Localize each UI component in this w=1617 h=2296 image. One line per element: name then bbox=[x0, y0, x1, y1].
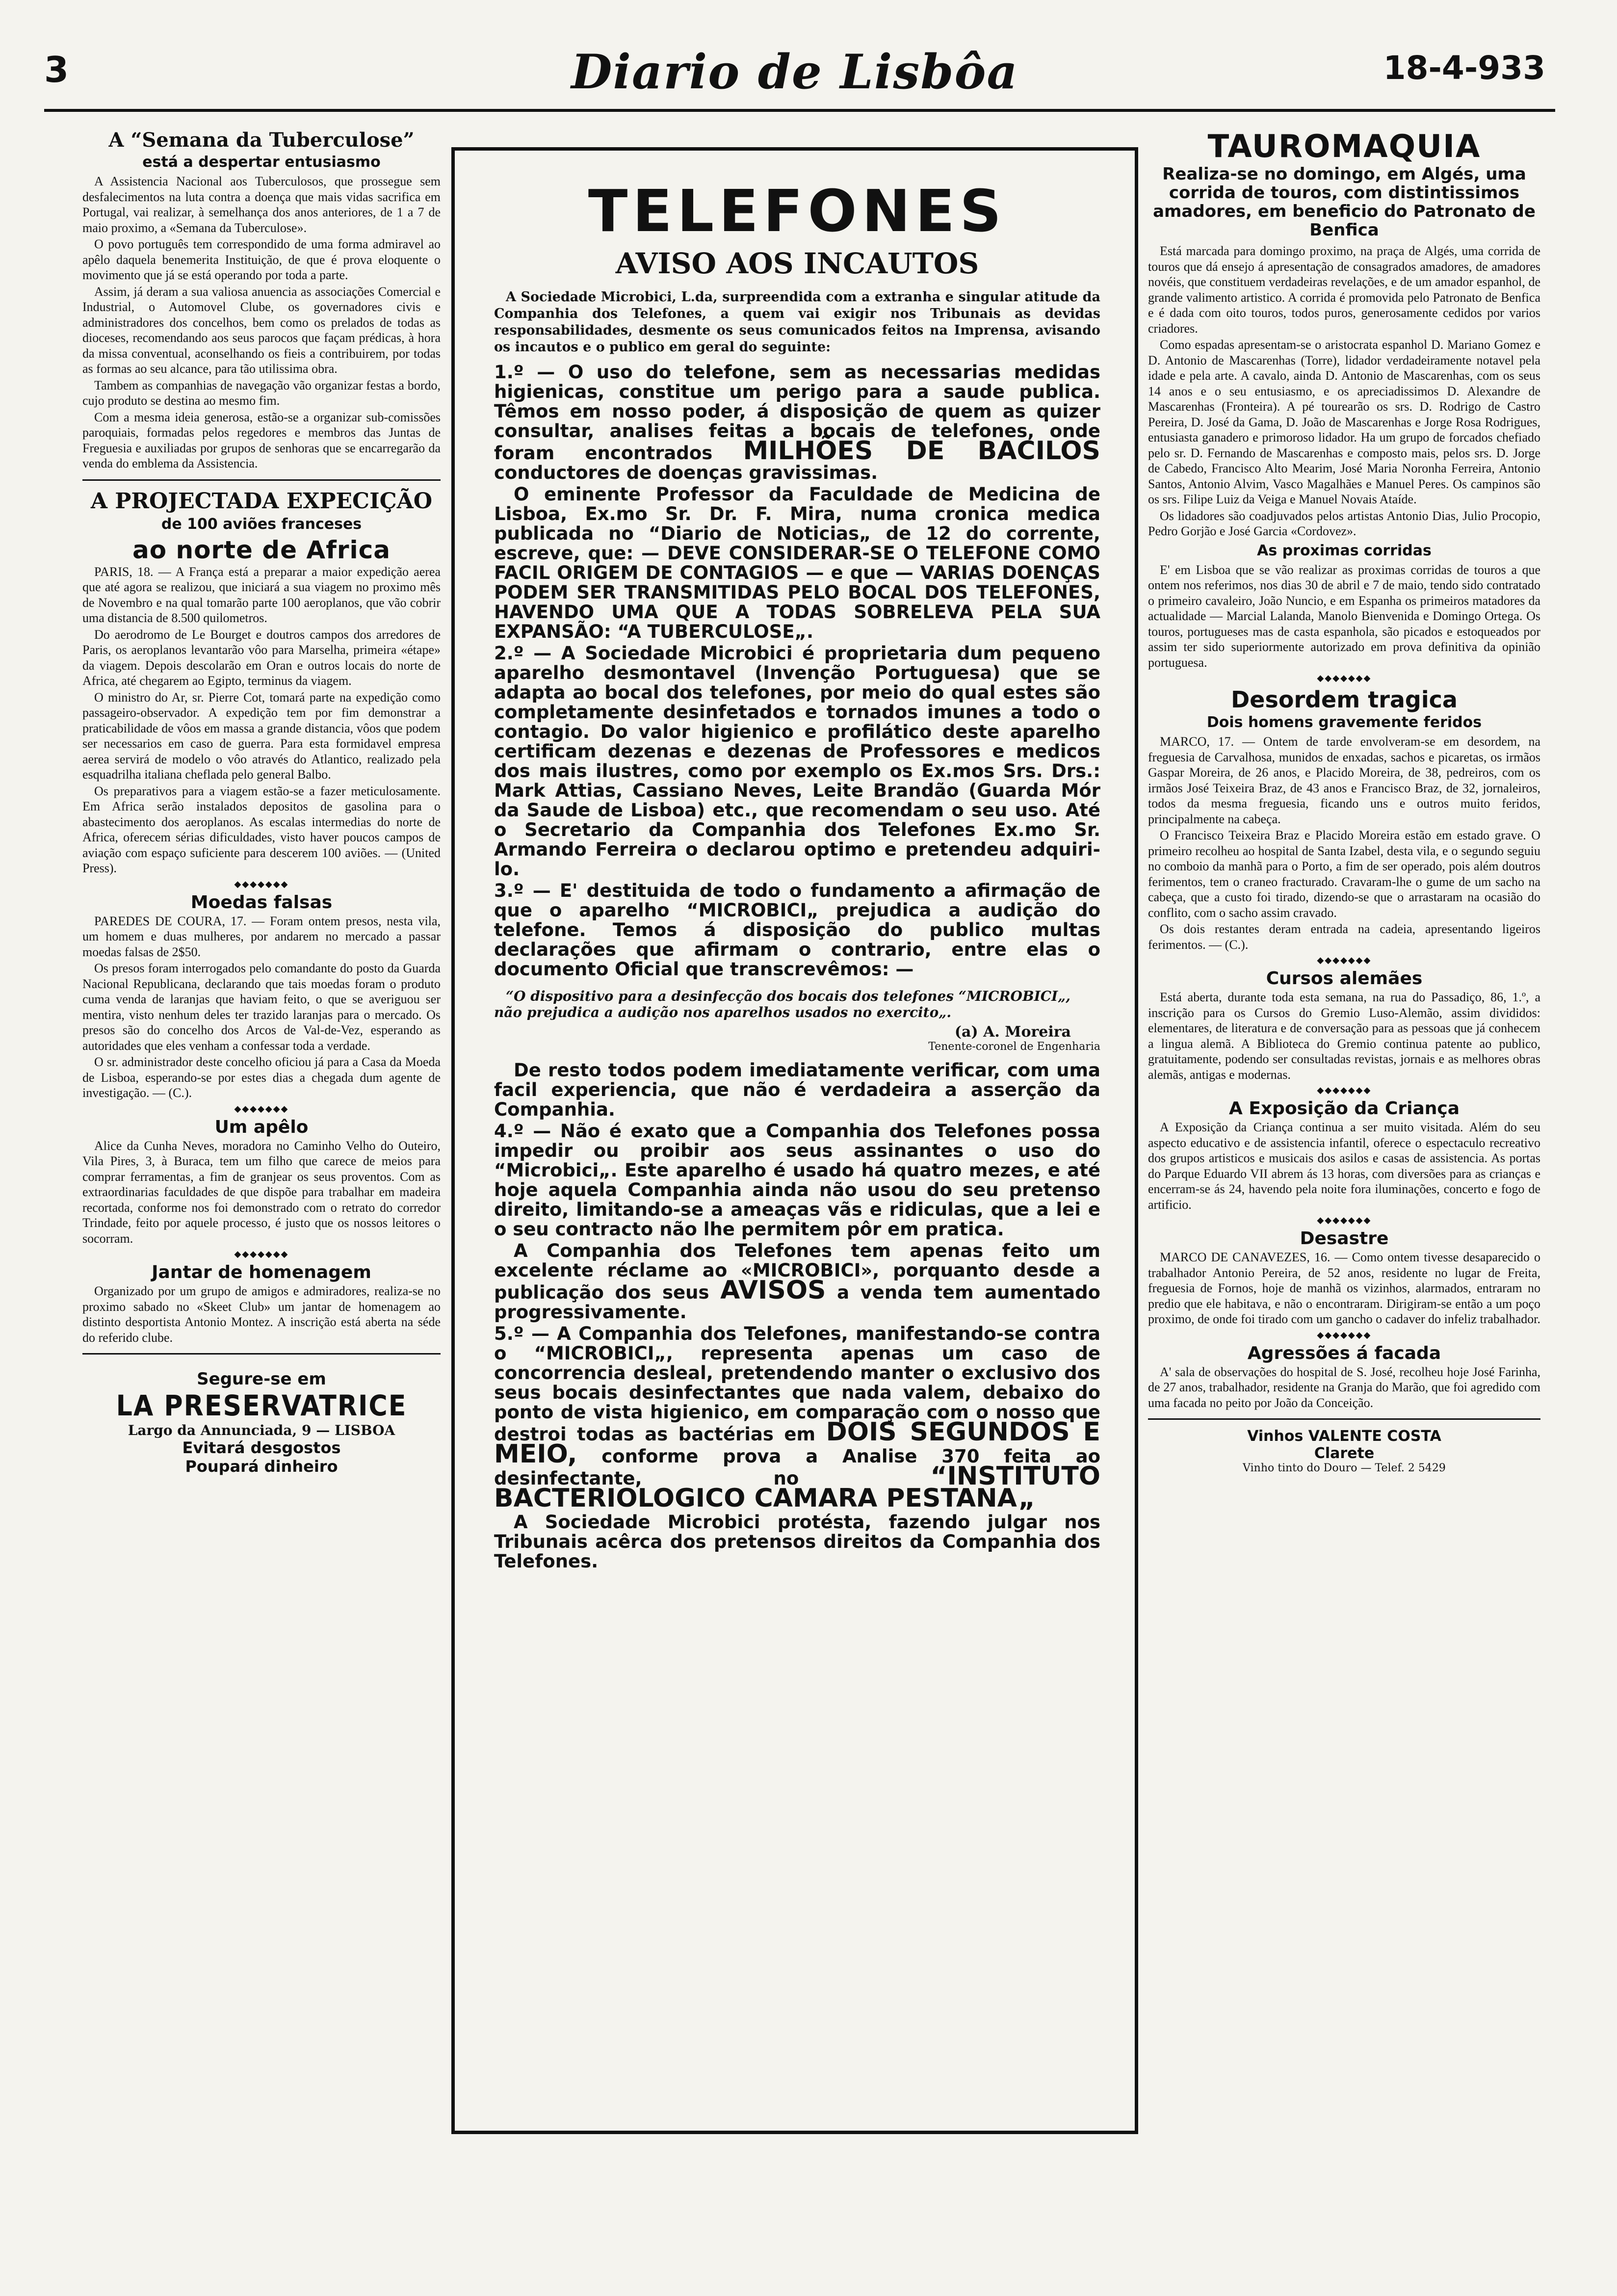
paragraph: O povo português tem correspondido de uma forma admiravel ao apêlo daquela benemerita Instituição, de que é prova eloquente o movimento que já se está operando por toda a parte. bbox=[82, 237, 441, 282]
paragraph: Os dois restantes deram entrada na cadeia, apresentando ligeiros ferimentos. — (C.). bbox=[1148, 922, 1540, 952]
paragraph: Como espadas apresentam-se o aristocrata espanhol D. Mariano Gomez e D. Antonio de Mascarenhas (Torre), lidador verdadeiramente notavel pela idade e pela arte. A cavalo, ainda D. Antonio de Mascarenhas, com os seus 14 anos e o seu entusiasmo, e os apreciadissimos D. Alexandre de Mascarenhas (Fronteira). A pé tourearão os srs. D. Rodrigo de Castro Pereira, D. José da Gama, D. João de Mascarenhas e Jorge Rosa Rodrigues, entusiasta ganadero e primoroso lidador. Ha um grupo de forcados chefiado pelo sr. D. Fernando de Mascarenhas e composto mais, pelos srs. D. Jorge de Cabedo, Francisco Alto Mearim, José Maria Noronha Ferreira, Antonio Santos, Antonio Alvim, Vasco Magalhães e Manuel Peres. Os campinos são os srs. Filipe Luiz da Veiga e Manuel Novais Ataíde. bbox=[1148, 338, 1540, 506]
paragraph: O sr. administrador deste concelho oficiou já para a Casa da Moeda de Lisboa, esperando-se por estes dias a chegada dum agente de investigação. — (C.). bbox=[82, 1055, 441, 1100]
paragraph: A' sala de observações do hospital de S. José, recolheu hoje José Farinha, de 27 anos, trabalhador, residente na Granja do Marão, que foi agredido com uma facada no peito por João da Conceição. bbox=[1148, 1364, 1540, 1410]
ad-emphasis: MILHÕES DE BACILOS bbox=[743, 436, 1100, 466]
telefones-advertisement bbox=[451, 147, 1138, 2134]
article-title: A Exposição da Criança bbox=[1228, 1098, 1460, 1119]
ad-text: a venda tem aumentado progressivamente. bbox=[494, 1282, 1101, 1323]
ad-paragraph bbox=[494, 363, 1100, 483]
article-tauromaquia bbox=[1148, 129, 1540, 539]
ad-line: Vinho tinto do Douro — Telef. 2 5429 bbox=[1243, 1462, 1446, 1474]
article-title: Agressões á facada bbox=[1247, 1343, 1441, 1363]
left-column bbox=[82, 129, 441, 2149]
article-title: A PROJECTADA EXPECIÇÃO bbox=[90, 488, 433, 514]
ad-paragraph: 4.º — Não é exato que a Companhia dos Telefones possa impedir ou proibir aos seus assinantes o uso do “Microbici„. Este aparelho é usado há quatro mezes, e até hoje aquela Companhia ainda não usou do seu pretenso direito, limitando-se a ameaças vãs e ridiculas, que a lei e o seu contracto não lhe permitem pôr em pratica. bbox=[494, 1121, 1100, 1240]
article-subtitle-large: ao norte de Africa bbox=[132, 535, 391, 564]
paragraph: Organizado por um grupo de amigos e admiradores, realiza-se no proximo sabado no «Skeet Club» um jantar de homenagem ao distinto desportista Antonio Montez. A inscrição está aberta na séde do referido clube. bbox=[82, 1284, 441, 1345]
article-jantar bbox=[82, 1262, 441, 1345]
article-exposicao bbox=[1148, 1098, 1540, 1212]
ad-text: 5.º — A Companhia dos Telefones, manifestando-se contra o “MICROBICI„, representa apenas um caso de concorrencia desleal, pretendendo manter o exclusivo dos seus bocais desinfectantes que nada valem, debaixo do ponto de vista higienico, em comparação com o nosso que destroi todas as bactérias em bbox=[494, 1323, 1100, 1445]
article-title: Moedas falsas bbox=[190, 892, 333, 913]
article-title: As proximas corridas bbox=[1257, 542, 1432, 559]
ad-brand: LA PRESERVATRICE bbox=[116, 1389, 407, 1422]
ad-address: Largo da Annunciada, 9 — LISBOA bbox=[128, 1422, 395, 1438]
ad-line: Poupará dinheiro bbox=[185, 1457, 338, 1476]
issue-date: 18-4-933 bbox=[1383, 49, 1545, 87]
ad-text: A Companhia dos Telefones tem apenas feito um excelente réclame ao «MICROBICI», porquanto desde a publicação dos seus bbox=[494, 1240, 1100, 1303]
ad-paragraph: De resto todos podem imediatamente verificar, com uma facil experiencia, que não é verdadeira a asserção da Companhia. bbox=[494, 1060, 1100, 1120]
ad-text: conforme prova a Analise 370 feita ao desinfectante, no bbox=[494, 1446, 1100, 1489]
ornament-divider: ◆◆◆◆◆◆◆ bbox=[1317, 1085, 1372, 1096]
right-column bbox=[1148, 129, 1540, 2149]
ad-line: Segure-se em bbox=[197, 1369, 326, 1389]
paragraph: PAREDES DE COURA, 17. — Foram ontem presos, nesta vila, um homem e duas mulheres, por andarem no mercado a passar moedas falsas de 2$50. bbox=[82, 913, 441, 959]
ad-paragraph bbox=[494, 1241, 1100, 1322]
article-desastre bbox=[1148, 1228, 1540, 1327]
advertisement-valente-costa bbox=[1148, 1428, 1540, 1474]
article-apelo bbox=[82, 1117, 441, 1247]
paragraph: A Assistencia Nacional aos Tuberculosos, que prossegue sem desfalecimentos na luta contra a doença que mais vidas sacrifica em Portugal, vai realizar, à semelhança dos anos anteriores, de 1 a 7 de maio proximo, a «Semana da Tuberculose». bbox=[82, 174, 441, 235]
article-subtitle: Dois homens gravemente feridos bbox=[1206, 714, 1482, 731]
ornament-divider: ◆◆◆◆◆◆◆ bbox=[1317, 1330, 1372, 1340]
paragraph: MARCO, 17. — Ontem de tarde envolveram-se em desordem, na freguesia de Carvalhosa, munidos de enxadas, sachos e picaretas, os irmãos Gaspar Moreira, de 26 anos, e Placido Moreira, de 38, pedreiros, com os irmãos José Teixeira Braz, de 43 anos e Francisco Braz, de 32, jornaleiros, todos da mesma freguesia, ficando uns e outros muito feridos, principalmente na cabeça. bbox=[1148, 734, 1540, 826]
paragraph: O Francisco Teixeira Braz e Placido Moreira estão em estado grave. O primeiro recolheu ao hospital de Santa Izabel, desta vila, e o segundo seguiu no comboio da manhã para o Porto, a fim de ser operado, pois além doutros ferimentos, tem o craneo fracturado. Cravaram-lhe o gume de um sacho na cabeça, que a custo foi tirado, dizendo-se que o arrastaram na ocasião do conflito, com o sacho assim cravado. bbox=[1148, 828, 1540, 920]
article-title: Cursos alemães bbox=[1266, 968, 1423, 989]
ad-title: TELEFONES bbox=[588, 177, 1007, 245]
article-desordem bbox=[1148, 686, 1540, 952]
paragraph: Está aberta, durante toda esta semana, na rua do Passadiço, 86, 1.º, a inscrição para os Cursos do Gremio Luso-Alemão, assim divididos: elementares, de literatura e de conversação para as pessoas que já conhecem a lingua alemã. A Biblioteca do Gremio continua patente ao publico, gratuitamente, podendo ser consultadas revistas, jornais e as melhores obras alemãs, antigas e modernas. bbox=[1148, 990, 1540, 1082]
paragraph: Está marcada para domingo proximo, na praça de Algés, uma corrida de touros que dá ensejo á apresentação de consagrados amadores, de amadores novéis, que constituem verdadeiras revelações, e de um amador espanhol, de grande valimento artistico. A corrida é promovida pelo Patronato de Benfica e é dada com oito touros, todos puros, generosamente cedidos por varios criadores. bbox=[1148, 244, 1540, 336]
paragraph: Os lidadores são coadjuvados pelos artistas Antonio Dias, Julio Procopio, Pedro Gorjão e José Garcia «Cordovez». bbox=[1148, 508, 1540, 538]
article-title: A “Semana da Tuberculose” bbox=[108, 129, 415, 152]
ad-line: Evitará desgostos bbox=[182, 1438, 341, 1457]
page-number: 3 bbox=[44, 49, 69, 90]
ad-line: Clarete bbox=[1314, 1445, 1375, 1462]
paragraph: Tambem as companhias de navegação vão organizar festas a bordo, cujo produto se destina ao mesmo fim. bbox=[82, 378, 441, 408]
ad-paragraph: 3.º — E' destituida de todo o fundamento a afirmação de que o aparelho “MICROBICI„ prejudica a audição do telefone. Temos á disposição do publico multas declarações que afirmam o contrario, entre elas o documento Oficial que transcrevêmos: — bbox=[494, 880, 1100, 980]
paragraph: PARIS, 18. — A França está a preparar a maior expedição aerea que até agora se realizou, que iniciará a sua viagem no proximo mês de Novembro e na qual tomarão parte 100 aeroplanos, que vão cobrir uma distancia de 8.500 quilometros. bbox=[82, 564, 441, 625]
article-title: Um apêlo bbox=[214, 1117, 309, 1137]
ornament-divider: ◆◆◆◆◆◆◆ bbox=[234, 1249, 289, 1259]
article-expedicao bbox=[82, 489, 441, 876]
ad-paragraph: 2.º — A Sociedade Microbici é proprietaria dum pequeno aparelho desmontavel (Invenção Portuguesa) que se adapta ao bocal dos telefones, por meio do qual estes são completamente desinfetados e tornados imunes a todo o contagio. Do valor higienico e profilático deste aparelho certificam dezenas e dezenas de Professores e medicos dos mais ilustres, como por exemplo os Ex.mos Srs. Drs.: Mark Attias, Cassiano Neves, Leite Brandão (Guarda Mór da Saude de Lisboa) etc., que recomendam o seu uso. Até o Secretario da Companhia dos Telefones Ex.mo Sr. Armando Ferreira o declarou optimo e pretendeu adquiri-lo. bbox=[494, 643, 1100, 880]
divider bbox=[82, 479, 441, 481]
article-title: Desordem tragica bbox=[1231, 686, 1458, 713]
ad-paragraph bbox=[494, 1324, 1100, 1511]
article-cursos bbox=[1148, 968, 1540, 1082]
article-title: Desastre bbox=[1300, 1228, 1389, 1249]
article-title: Jantar de homenagem bbox=[152, 1262, 371, 1282]
paragraph: Alice da Cunha Neves, moradora no Caminho Velho do Outeiro, Vila Pires, 3, à Buraca, tem um filho que carece de meios para comprar ferramentas, a fim de granjear os seus proventos. Com as extraordinarias faculdades de que dispõe para trabalhar em madeira recortada, conforme nos foi demonstrado com o retrato do corredor Trindade, feito por aquele processo, é justo que os nossos leitores o socorram. bbox=[82, 1138, 441, 1246]
paragraph: Assim, já deram a sua valiosa anuencia as associações Comercial e Industrial, o Automovel Clube, os governadores civis e administradores dos concelhos, bem como os prelados de todas as dioceses, recomendando aos seus parocos que façam prédicas, à hora da missa conventual, aconselhando os fieis a contribuirem, por todas as formas ao seu alcance, para tão utilissima obra. bbox=[82, 284, 441, 376]
paragraph: Com a mesma ideia generosa, estão-se a organizar sub-comissões paroquiais, formadas pelos regedores e membros das Juntas de Freguesia e auxiliadas por grupos de senhoras que se encarregarão da venda do emblema da Assistencia. bbox=[82, 410, 441, 470]
ornament-divider: ◆◆◆◆◆◆◆ bbox=[234, 879, 289, 889]
paragraph: Os preparativos para a viagem estão-se a fazer meticulosamente. Em Africa serão instalados depositos de gasolina para o abastecimento dos aeroplanos. As escalas intermedias do norte de Africa, oferecem sérias dificuldades, visto haver poucos campos de aviação com espaço suficiente para descerem 100 aviões. — (United Press). bbox=[82, 783, 441, 875]
ornament-divider: ◆◆◆◆◆◆◆ bbox=[234, 1103, 289, 1114]
article-tuberculose bbox=[82, 129, 441, 471]
ad-signature-rank: Tenente-coronel de Engenharia bbox=[928, 1041, 1100, 1053]
ad-emphasis: AVISOS bbox=[720, 1276, 826, 1305]
ad-intro: A Sociedade Microbici, L.da, surpreendida com a extranha e singular atitude da Companhia dos Telefones, a quem vai exigir nos Tribunais as devidas responsabilidades, desmente os seus comunicados feitos na Imprensa, avisando os incautos e o publico em geral do seguinte: bbox=[494, 289, 1100, 355]
paragraph: Do aerodromo de Le Bourget e doutros campos dos arredores de Paris, os aeroplanos levantarão vôo para Marselha, primeira «étape» da viagem. Depois descolarão em Oran e outros locais do norte de Africa, até chegarem ao Egipto, terminus da viagem. bbox=[82, 627, 441, 688]
paragraph: A Exposição da Criança continua a ser muito visitada. Além do seu aspecto educativo e de assistencia infantil, oferece o espectaculo recreativo dos grupos artisticos e musicais dos asilos e casas de assistencia. As portas do Parque Eduardo VII abrem ás 13 horas, com diversões para as crianças e encerram-se ás 24, havendo pela noite fora iluminações, concerto e fogo de artificio. bbox=[1148, 1120, 1540, 1212]
article-title: TAUROMAQUIA bbox=[1207, 129, 1481, 165]
ad-text: 1.º — O uso do telefone, sem as necessarias medidas higienicas, constitue um perigo para a saude publica. Têmos em nosso poder, á disposição de quem as quizer consultar, analises feitas a bocais de telefones, onde foram encontrados bbox=[494, 362, 1100, 464]
article-subtitle: Realiza-se no domingo, em Algés, uma corrida de touros, com distintissimos amadores, em beneficio do Patronato de Benfica bbox=[1153, 164, 1536, 240]
ad-text: conductores de doenças gravissimas. bbox=[494, 462, 878, 483]
article-agressoes bbox=[1148, 1343, 1540, 1411]
ad-paragraph: O eminente Professor da Faculdade de Medicina de Lisboa, Ex.mo Sr. Dr. F. Mira, numa cronica medica publicada no “Diario de Noticias„ de 12 do corrente, escreve, que: — DEVE CONSIDERAR-SE O TELEFONE COMO FACIL ORIGEM DE CONTAGIOS — e que — VARIAS DOENÇAS PODEM SER TRANSMITIDAS PELO BOCAL DOS TELEFONES, HAVENDO UMA QUE A TODAS SOBRELEVA PELA SUA EXPANSÃO: “A TUBERCULOSE„. bbox=[494, 484, 1100, 642]
paragraph: MARCO DE CANAVEZES, 16. — Como ontem tivesse desaparecido o trabalhador Antonio Pereira, de 52 anos, residente no lugar de Freita, freguesia de Fornos, hoje de manhã os vizinhos, alarmados, entraram no predio que ele habitava, e não o encontraram. Dirigiram-se então a um poço proximo, de onde foi tirado com um gancho o cadaver do infeliz trabalhador. bbox=[1148, 1250, 1540, 1326]
ad-signature: (a) A. Moreira bbox=[954, 1023, 1071, 1041]
divider bbox=[82, 1353, 441, 1355]
article-subtitle: de 100 aviões franceses bbox=[161, 515, 362, 533]
ornament-divider: ◆◆◆◆◆◆◆ bbox=[1317, 955, 1372, 965]
article-subtitle: está a despertar entusiasmo bbox=[142, 154, 381, 171]
paragraph: E' em Lisboa que se vão realizar as proximas corridas de touros a que ontem nos referimos, nos dias 30 de abril e 7 de maio, tendo sido contratado o primeiro cavaleiro, João Nuncio, e em Espanha os primeiros matadores da actualidade — Marcial Lalanda, Manolo Bienvenida e Domingo Ortega. Os touros, portugueses mas de casta espanhola, são picados e estoqueados por assim ter sido superiormente autorizado em prova definitiva da opinião portuguesa. bbox=[1148, 562, 1540, 670]
ad-emphasis: DOIS SEGUNDOS E MEIO, bbox=[494, 1417, 1100, 1469]
paragraph: O ministro do Ar, sr. Pierre Cot, tomará parte na expedição como passageiro-observador. A expedição tem por fim demonstrar a praticabilidade de vôos em massa a grande distancia, vôos que podem ser necessarios em caso de guerra. Para esta formidavel empresa aerea servirá de modelo o vôo através do Atlantico, realizado pela esquadrilha italiana cheflada pelo general Balbo. bbox=[82, 690, 441, 782]
ad-emphasis: “INSTITUTO BACTERIOLOGICO CAMARA PESTANA„ bbox=[494, 1461, 1100, 1513]
ornament-divider: ◆◆◆◆◆◆◆ bbox=[1317, 1215, 1372, 1226]
ad-brand: Vinhos VALENTE COSTA bbox=[1247, 1428, 1441, 1445]
ad-paragraph: A Sociedade Microbici protésta, fazendo julgar nos Tribunais acêrca dos pretensos direitos da Companhia dos Telefones. bbox=[494, 1512, 1100, 1572]
divider bbox=[1148, 1418, 1540, 1420]
ornament-divider: ◆◆◆◆◆◆◆ bbox=[1317, 673, 1372, 683]
advertisement-preservatrice bbox=[82, 1369, 441, 1476]
ad-subtitle: AVISO AOS INCAUTOS bbox=[615, 247, 979, 280]
masthead: Diario de Lisbôa bbox=[571, 44, 1018, 100]
ad-quote: “O dispositivo para a desinfecção dos bocais dos telefones “MICROBICI„, não prejudica a audição nos aparelhos usados no exercito„. bbox=[494, 988, 1070, 1020]
article-moedas bbox=[82, 892, 441, 1101]
header-rule bbox=[44, 109, 1555, 112]
paragraph: Os presos foram interrogados pelo comandante do posto da Guarda Nacional Republicana, declarando que tais moedas foram o produto cuma venda de laranjas que haviam feito, o que se averiguou ser mentira, visto nenhum deles ter trazido laranjas para o mercado. Os presos são do concelho dos Arcos de Val-de-Vez, esperando as autoridades que eles venham a confessar toda a verdade. bbox=[82, 961, 441, 1053]
article-proximas-corridas bbox=[1148, 542, 1540, 671]
page-header bbox=[44, 44, 1545, 103]
